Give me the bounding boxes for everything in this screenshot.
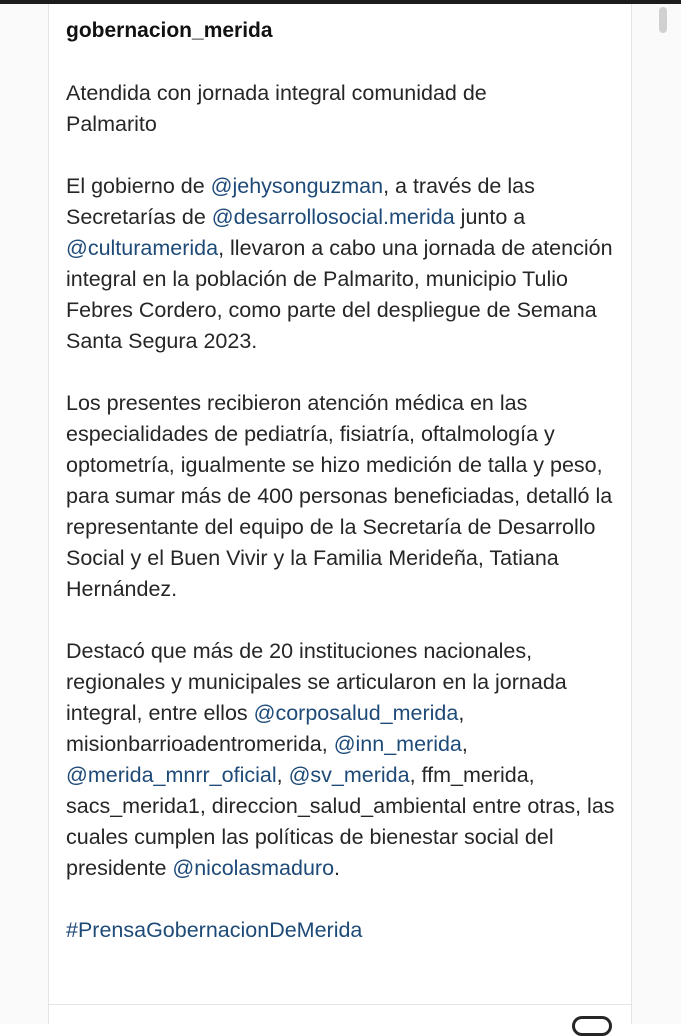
caption-paragraph-2b: optometría, igualmente se hizo medición de talla y peso, para sumar más de 400 personas beneficiadas, detalló la representante del equipo de la Secretaría de Desarrollo Social y el Buen Vivir y la Familia Merideña, Tatiana Hernández. bbox=[66, 453, 613, 601]
post-username[interactable]: gobernacion_merida bbox=[66, 19, 273, 42]
mention-link[interactable]: @sv_merida bbox=[288, 763, 410, 787]
mention-link[interactable]: @nicolasmaduro bbox=[172, 856, 335, 880]
hashtag-link[interactable]: #PrensaGobernacionDeMerida bbox=[66, 918, 363, 942]
caption-text: El gobierno de bbox=[66, 174, 211, 198]
right-gutter bbox=[631, 4, 681, 1024]
caption-text: Destacó que más de 20 instituciones nacionales, regionales y municipales se articularon en la jornada integral, entre ellos bbox=[66, 639, 567, 725]
caption-title-line2: Palmarito bbox=[66, 112, 157, 136]
caption-text: , misionbarrioadentromerida, bbox=[66, 701, 465, 756]
caption-paragraph-2a: Los presentes recibieron atención médica en las especialidades de pediatría, fisiatría, oftalmología y bbox=[66, 391, 555, 446]
caption-title-line1: Atendida con jornada integral comunidad de bbox=[66, 81, 487, 105]
mention-link[interactable]: @culturamerida bbox=[66, 236, 219, 260]
mention-link[interactable]: @merida_mnrr_oficial bbox=[66, 763, 277, 787]
caption-text: junto a bbox=[454, 205, 526, 229]
caption-paragraph-3 bbox=[66, 636, 626, 884]
caption-hashtag[interactable] bbox=[66, 915, 626, 946]
mention-link[interactable]: @corposalud_merida bbox=[253, 701, 459, 725]
caption-text: , bbox=[461, 732, 468, 756]
caption-title bbox=[66, 78, 626, 140]
caption-paragraph-1 bbox=[66, 171, 626, 357]
caption-text: , ffm_merida, sacs_merida1, direccion_salud_ambiental entre otras, las cuales cumplen las políticas de bienestar social del presidente bbox=[66, 763, 615, 880]
caption-text: , bbox=[276, 763, 289, 787]
caption-text: , llevaron a cabo una jornada de atención integral en la población de Palmarito, municipio Tulio Febres Cordero, como parte del despliegue de Semana Santa Segura 2023. bbox=[66, 236, 613, 353]
bottom-divider bbox=[48, 1004, 631, 1005]
mention-link[interactable]: @inn_merida bbox=[333, 732, 462, 756]
caption-text: , a través de las Secretarías de bbox=[66, 174, 535, 229]
caption-text: . bbox=[334, 856, 341, 880]
bottom-toggle-icon[interactable] bbox=[572, 1016, 612, 1036]
mention-link[interactable]: @jehysonguzman bbox=[210, 174, 384, 198]
post-caption bbox=[66, 78, 626, 977]
scrollbar-thumb[interactable] bbox=[659, 7, 667, 33]
mention-link[interactable]: @desarrollosocial.merida bbox=[211, 205, 455, 229]
left-gutter bbox=[0, 4, 48, 1024]
